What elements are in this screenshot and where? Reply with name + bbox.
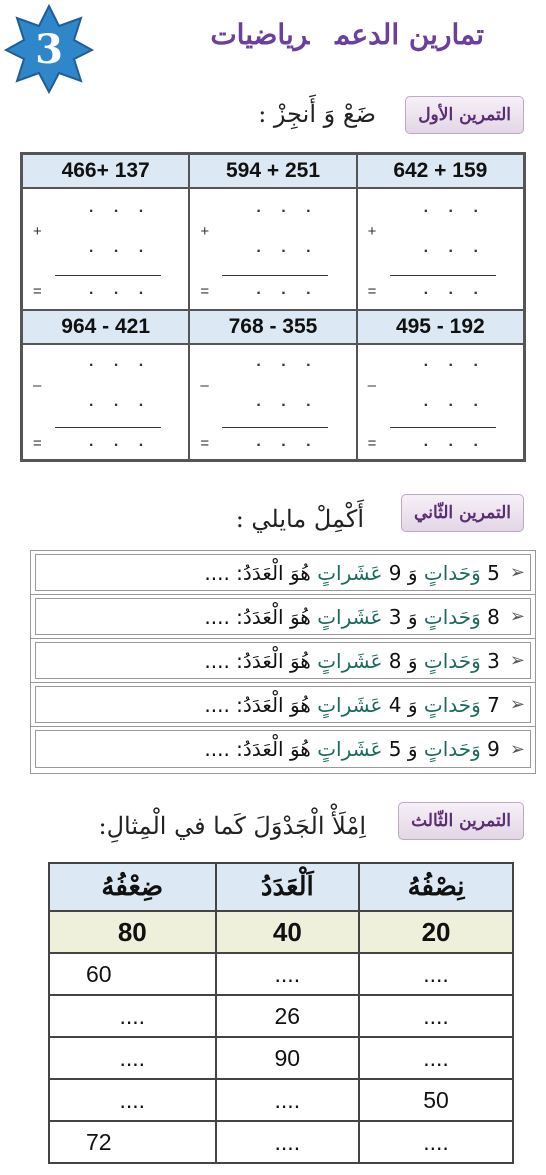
list-item[interactable]: 3 وَحَداتٍ وَ 8 عَشَراتٍ هُوَ الْعَدَدُ: .... ➢ (31, 639, 535, 683)
subtraction-workspace[interactable]: . . . – . . . = . . . (189, 344, 356, 460)
arrow-icon: ➢ (509, 650, 525, 671)
addition-problem: 642 + 159 (357, 154, 524, 188)
answer-blank: .... (204, 560, 230, 585)
difference-line (55, 427, 161, 428)
arrow-icon: ➢ (509, 562, 525, 583)
exercise1-grid (20, 152, 526, 462)
list-item[interactable]: 8 وَحَداتٍ وَ 3 عَشَراتٍ هُوَ الْعَدَدُ: .... ➢ (31, 595, 535, 639)
addition-problem: 594 + 251 (189, 154, 356, 188)
addition-problem: 466+ 137 (22, 154, 189, 188)
subtraction-problem: 768 - 355 (189, 310, 356, 344)
table-row: .... .... 50 (49, 1079, 513, 1121)
list-item[interactable]: 9 وَحَداتٍ وَ 5 عَشَراتٍ هُوَ الْعَدَدُ: .... ➢ (31, 727, 535, 771)
sum-line (222, 275, 328, 276)
arrow-icon: ➢ (509, 738, 525, 760)
sum-line (55, 275, 161, 276)
answer-blank: .... (204, 648, 230, 673)
exercise3-instruction: اِمْلَأْ الْجَدْوَلَ كَما في الْمِثالِ: (98, 812, 366, 840)
table-cell-blank[interactable]: .... (216, 953, 360, 995)
table-cell-blank[interactable]: .... (359, 995, 513, 1037)
table-cell-blank[interactable]: .... (359, 1121, 513, 1163)
arrow-icon: ➢ (509, 694, 525, 715)
subtraction-problem: 495 - 192 (357, 310, 524, 344)
subtraction-workspace[interactable]: . . . – . . . = . . . (22, 344, 189, 460)
list-item[interactable]: 5 وَحَداتٍ وَ 9 عَشَراتٍ هُوَ الْعَدَدُ: .... ➢ (31, 551, 535, 595)
exercise2-instruction: أَكْمِلْ مايلي : (235, 505, 364, 533)
page-title (184, 18, 484, 51)
difference-line (222, 427, 328, 428)
table-cell-blank[interactable]: .... (49, 995, 216, 1037)
column-header-half: نِصْفُهُ (359, 863, 513, 911)
answer-blank: .... (204, 604, 230, 629)
table-cell-blank[interactable]: .... (216, 1121, 360, 1163)
table-row: .... 90 .... (49, 1037, 513, 1079)
badge-number: 3 (35, 25, 63, 73)
table-row: .... 26 .... (49, 995, 513, 1037)
title-part-1: تمارين الدعم (335, 18, 484, 51)
exercise1-label: التمرين الأول (405, 96, 524, 134)
exercise3-table (48, 862, 514, 1164)
table-cell-blank[interactable]: .... (359, 953, 513, 995)
table-row-example: 80 40 20 (49, 911, 513, 953)
subtraction-problem: 964 - 421 (22, 310, 189, 344)
arrow-icon: ➢ (509, 606, 525, 627)
exercise1-instruction: ضَعْ وَ أَنجِزْ : (258, 100, 376, 128)
answer-blank: .... (204, 692, 230, 717)
column-header-number: اَلْعَدَدُ (216, 863, 360, 911)
addition-workspace[interactable]: . . . + . . . = . . . (357, 188, 524, 310)
title-part-2: رياضيات (210, 18, 310, 51)
column-header-double: ضِعْفُهُ (49, 863, 216, 911)
table-cell-blank[interactable]: .... (359, 1037, 513, 1079)
exercise2-list (30, 550, 536, 774)
table-row: 60 .... .... (49, 953, 513, 995)
table-cell-blank[interactable]: .... (49, 1079, 216, 1121)
list-item[interactable]: 7 وَحَداتٍ وَ 4 عَشَراتٍ هُوَ الْعَدَدُ: .... ➢ (31, 683, 535, 727)
table-cell-blank[interactable]: .... (216, 1079, 360, 1121)
answer-blank: .... (204, 737, 230, 761)
difference-line (390, 427, 496, 428)
page-header (0, 0, 546, 100)
table-cell-blank[interactable]: .... (49, 1037, 216, 1079)
exercise2-label: التمرين الثّاني (401, 494, 524, 532)
addition-workspace[interactable]: . . . + . . . = . . . (189, 188, 356, 310)
exercise3-label: التمرين الثّالث (398, 802, 524, 840)
addition-workspace[interactable]: . . . + . . . = . . . (22, 188, 189, 310)
sum-line (390, 275, 496, 276)
subtraction-workspace[interactable]: . . . – . . . = . . . (357, 344, 524, 460)
table-row: 72 .... .... (49, 1121, 513, 1163)
